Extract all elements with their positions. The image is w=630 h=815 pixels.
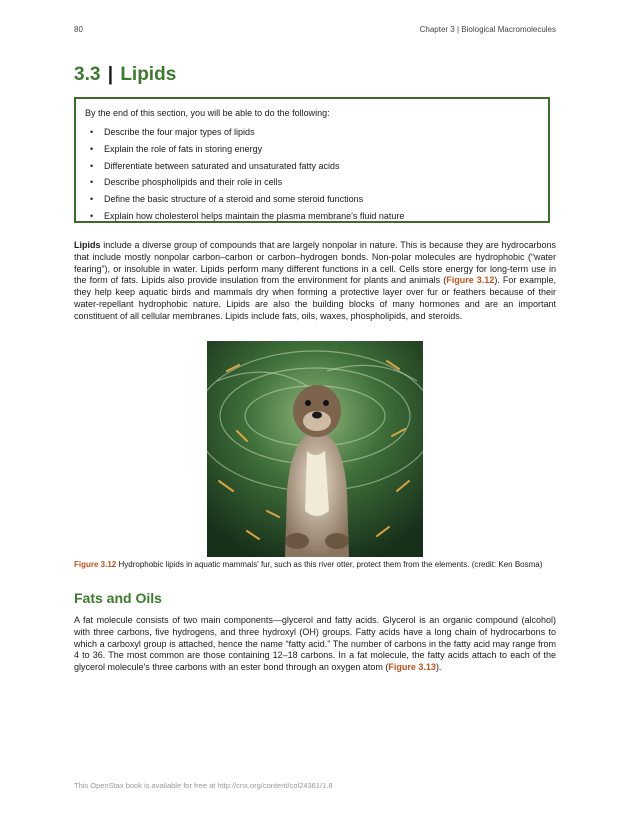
objective-item: • Explain how cholesterol helps maintain the plasma membrane's fluid nature bbox=[85, 208, 536, 225]
objective-item: • Differentiate between saturated and unsaturated fatty acids bbox=[85, 158, 536, 175]
section-name: Lipids bbox=[120, 64, 177, 85]
fats-paragraph bbox=[74, 615, 556, 674]
key-term-lipids: Lipids bbox=[74, 240, 101, 250]
figure-label: Figure 3.12 bbox=[74, 560, 117, 569]
objective-item: • Describe the four major types of lipids bbox=[85, 124, 536, 141]
objective-item: • Define the basic structure of a steroid and some steroid functions bbox=[85, 191, 536, 208]
subsection-title: Fats and Oils bbox=[74, 590, 162, 606]
learning-objectives-box bbox=[74, 97, 550, 223]
section-separator: | bbox=[107, 64, 114, 85]
footer-text: This OpenStax book is available for free at http://cnx.org/content/col24361/1.8 bbox=[74, 781, 333, 790]
objective-item: • Describe phospholipids and their role in cells bbox=[85, 174, 536, 191]
caption-text: Hydrophobic lipids in aquatic mammals' fur, such as this river otter, protect them from the elements. (credit: Ken Bosma) bbox=[116, 560, 543, 569]
page-number: 80 bbox=[74, 25, 83, 34]
section-number: 3.3 bbox=[74, 64, 101, 85]
figure-caption bbox=[74, 560, 556, 571]
section-title bbox=[74, 64, 176, 86]
paragraph-text: ). bbox=[435, 662, 442, 673]
figure-3-13-link[interactable]: Figure 3.13 bbox=[388, 662, 436, 673]
paragraph-text: include a diverse group of compounds that are largely nonpolar in nature. This is because they are hydrocarbons that include mostly nonpolar carbon–carbon or carbon–hydrogen bonds. Non-polar molecules are hydrophobic (“water fearing”), or insoluble in water. Lipids perform many different functions in a cell. Cells store energy for long-term use in the form of fats. Lipids also provide insulation from the environment for plants and animals ( bbox=[74, 240, 556, 286]
objectives-intro: By the end of this section, you will be able to do the following: bbox=[85, 108, 330, 118]
figure-3-12-link[interactable]: Figure 3.12 bbox=[446, 275, 495, 286]
lipids-intro-paragraph bbox=[74, 240, 556, 323]
objectives-list bbox=[85, 124, 536, 225]
objective-item: • Explain the role of fats in storing energy bbox=[85, 141, 536, 158]
paragraph-text: ). For example, they help keep aquatic birds and mammals dry when forming a protective layer over fur or feathers because of their water-repellant hydrophobic nature. Lipids are also the building blocks of many hormones and are an important constituent of all cellular membranes. Lipids include fats, oils, waxes, phospholipids, and steroids. bbox=[74, 275, 556, 321]
river-otter-photo bbox=[207, 341, 423, 557]
paragraph-text: A fat molecule consists of two main components—glycerol and fatty acids. Glycerol is an organic compound (alcohol) with three carbons, five hydrogens, and three hydroxyl (OH) groups. Fatty acids have a long chain of hydrocarbons to which a carboxyl group is attached, hence the name “fatty acid.” The number of carbons in the fatty acid may range from 4 to 36. The most common are those containing 12–18 carbons. In a fat molecule, the fatty acids attach to each of the glycerol molecule's three carbons with an ester bond through an oxygen atom ( bbox=[74, 615, 556, 673]
chapter-header: Chapter 3 | Biological Macromolecules bbox=[419, 25, 556, 34]
